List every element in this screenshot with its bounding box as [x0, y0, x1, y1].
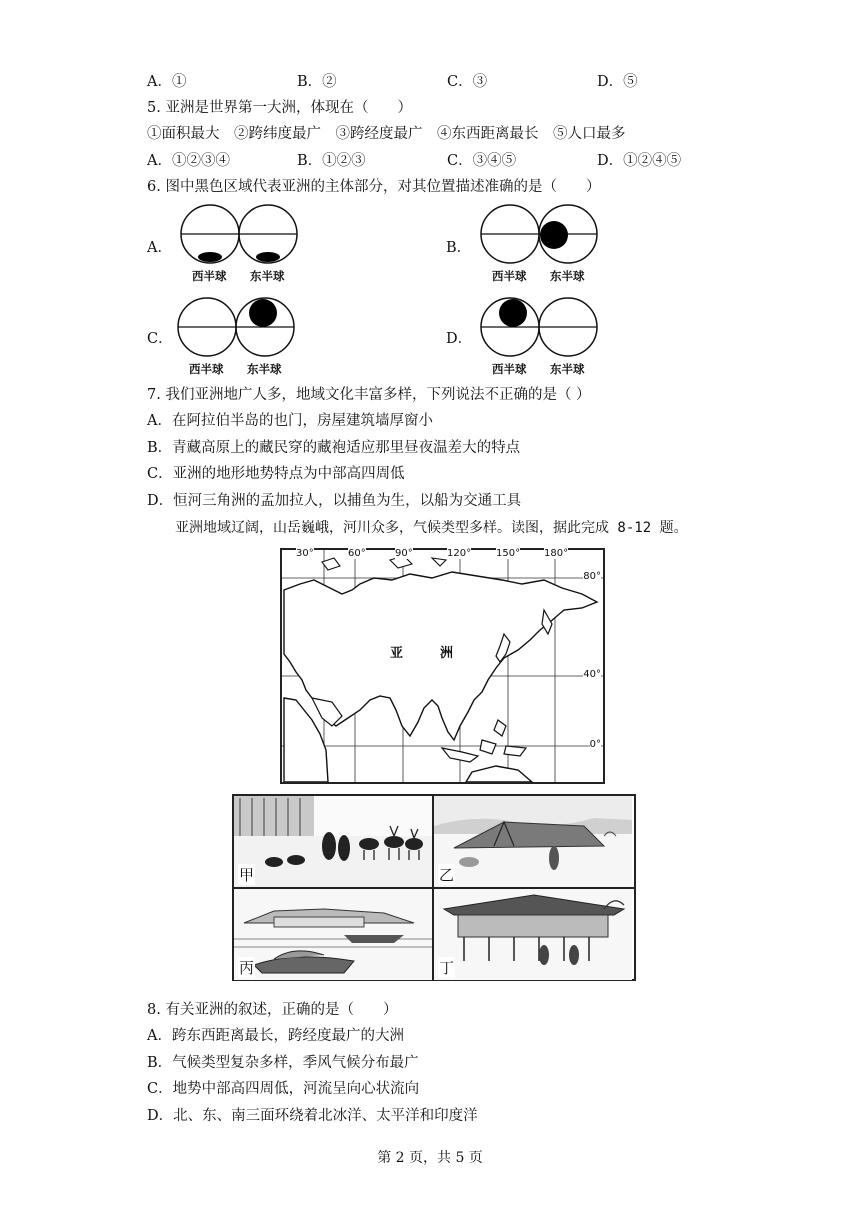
- q5-options: [0, 151, 860, 171]
- section-intro: 亚洲地域辽阔，山岳巍峨，河川众多，气候类型多样。读图，据此完成 8-12 题。: [175, 520, 688, 536]
- photo-yi: [434, 796, 632, 887]
- q6-option-b-figure: [480, 203, 600, 289]
- q8-stem: 8. 有关亚洲的叙述，正确的是（ ）: [147, 1002, 398, 1018]
- q6-option-c-figure: [177, 296, 297, 382]
- lon-label: 120°: [447, 548, 472, 559]
- q5-items: ①面积最大 ②跨纬度最广 ③跨经度最广 ④东西距离最长 ⑤人口最多: [147, 126, 626, 142]
- east-hemisphere-label: 东半球: [550, 362, 585, 376]
- lon-label: 30°: [296, 548, 314, 559]
- photo-bing: [234, 889, 432, 980]
- q5-option-c: C．③④⑤: [447, 153, 517, 169]
- west-hemisphere-label: 西半球: [492, 269, 527, 283]
- lat-label: 40°: [583, 669, 601, 680]
- q8-option-b: B．气候类型复杂多样，季风气候分布最广: [147, 1055, 419, 1071]
- q6-option-a-figure: [180, 203, 300, 289]
- photo-jia: [234, 796, 432, 887]
- q6-stem: 6. 图中黑色区域代表亚洲的主体部分，对其位置描述准确的是（ ）: [147, 179, 601, 195]
- q6-option-a-letter: A．: [147, 240, 172, 256]
- photo-label-ding: 丁: [439, 959, 455, 977]
- q5-option-d: D．①②④⑤: [597, 153, 682, 169]
- q6-option-d-figure: [480, 296, 600, 382]
- q5-option-b: B．①②③: [297, 153, 366, 169]
- q7-option-d: D．恒河三角洲的孟加拉人，以捕鱼为生，以船为交通工具: [147, 493, 522, 509]
- q4-option-c: C．③: [447, 74, 488, 90]
- q5-option-a: A．①②③④: [147, 153, 230, 169]
- q6-option-c-letter: C．: [147, 331, 173, 347]
- q8-option-d: D．北、东、南三面环绕着北冰洋、太平洋和印度洋: [147, 1108, 478, 1124]
- q5-stem: 5. 亚洲是世界第一大洲，体现在（ ）: [147, 100, 412, 116]
- q8-option-a: A．跨东西距离最长，跨经度最广的大洲: [147, 1028, 404, 1044]
- east-hemisphere-label: 东半球: [247, 362, 282, 376]
- page-footer: 第 2 页，共 5 页: [377, 1150, 483, 1166]
- photo-ding: [434, 889, 632, 980]
- q6-option-b-letter: B．: [446, 240, 472, 256]
- q4-option-d: D．⑤: [597, 74, 638, 90]
- asia-label-char2: 洲: [440, 646, 454, 661]
- asia-map: [280, 548, 605, 784]
- q4-options: [0, 72, 860, 92]
- photo-label-jia: 甲: [239, 866, 255, 884]
- lon-label: 150°: [496, 548, 521, 559]
- lat-label: 80°: [583, 571, 601, 582]
- lon-label: 180°: [544, 548, 569, 559]
- q8-option-c: C．地势中部高四周低，河流呈向心状流向: [147, 1081, 420, 1097]
- asia-label-char1: 亚: [390, 646, 404, 661]
- east-hemisphere-label: 东半球: [550, 269, 585, 283]
- east-hemisphere-label: 东半球: [250, 269, 285, 283]
- q7-stem: 7. 我们亚洲地广人多，地域文化丰富多样，下列说法不正确的是（ ）: [147, 387, 591, 403]
- q7-option-c: C．亚洲的地形地势特点为中部高四周低: [147, 466, 405, 482]
- photo-label-yi: 乙: [439, 866, 455, 884]
- west-hemisphere-label: 西半球: [189, 362, 224, 376]
- lat-label: 0°: [589, 739, 601, 750]
- q4-option-a: A．①: [147, 74, 187, 90]
- west-hemisphere-label: 西半球: [192, 269, 227, 283]
- q7-option-b: B．青藏高原上的藏民穿的藏袍适应那里昼夜温差大的特点: [147, 440, 521, 456]
- west-hemisphere-label: 西半球: [492, 362, 527, 376]
- q6-option-d-letter: D．: [446, 331, 473, 347]
- culture-photo-grid: [232, 794, 636, 981]
- q7-option-a: A．在阿拉伯半岛的也门，房屋建筑墙厚窗小: [147, 413, 433, 429]
- photo-label-bing: 丙: [239, 959, 255, 977]
- lon-label: 60°: [348, 548, 366, 559]
- lon-label: 90°: [395, 548, 413, 559]
- q4-option-b: B．②: [297, 74, 337, 90]
